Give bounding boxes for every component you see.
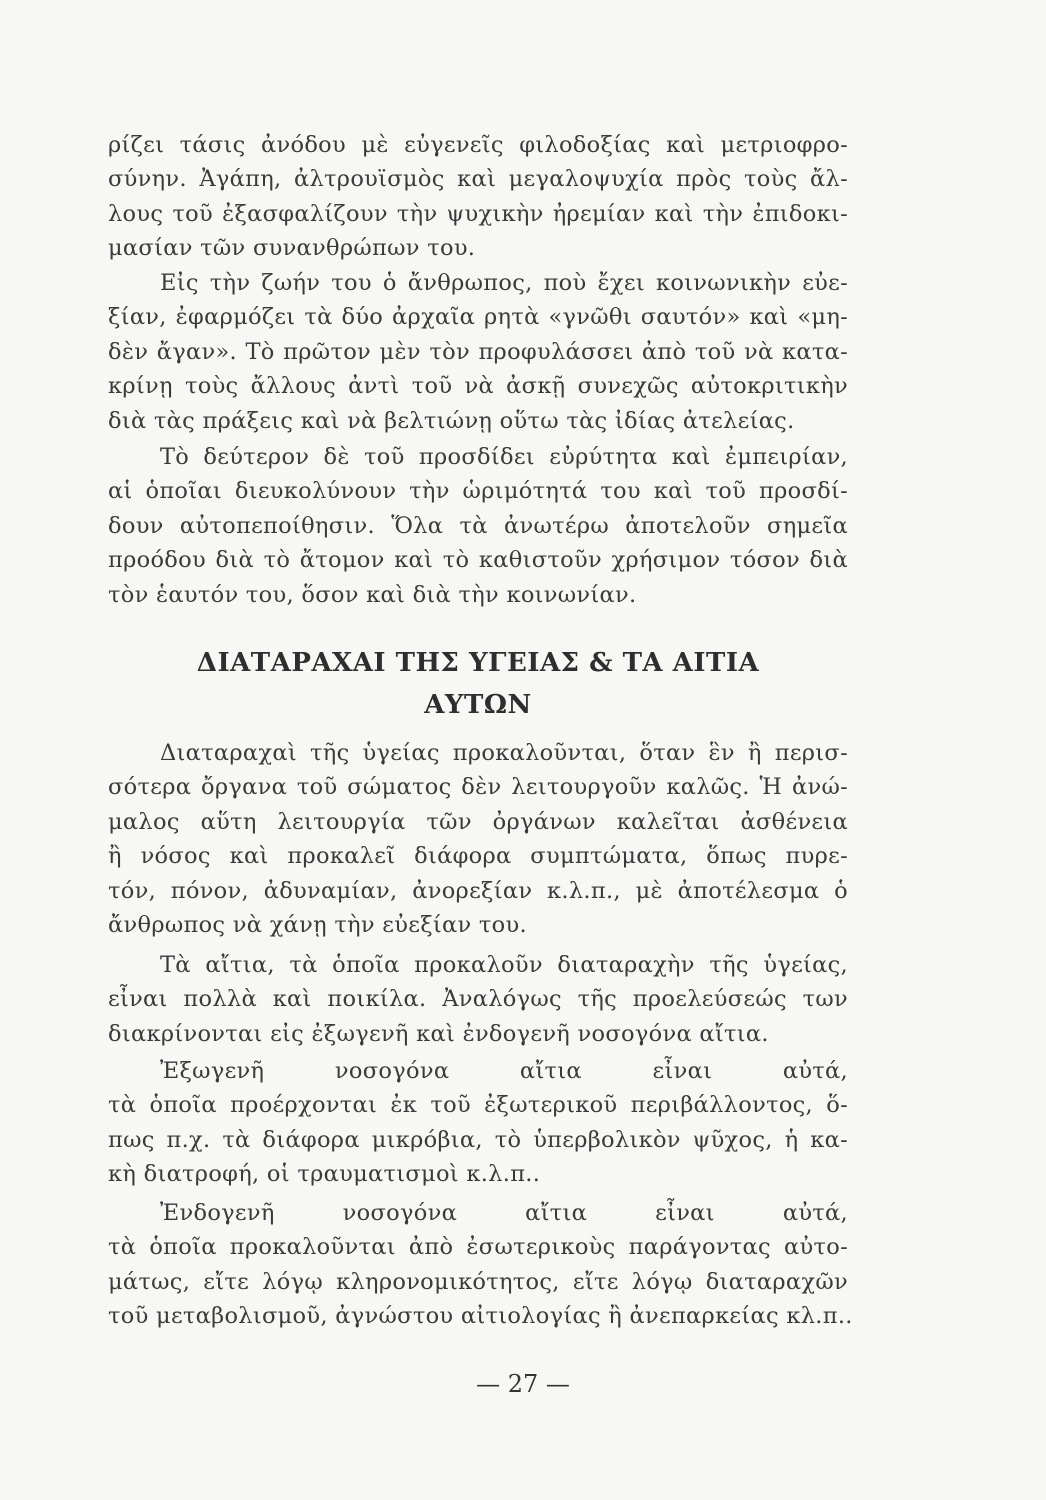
page-number: — 27 — [476, 1370, 570, 1398]
text-line: αἱ ὁποῖαι διευκολύνουν τὴν ὡριμότητά του καὶ τοῦ προσδί- [108, 478, 848, 505]
text-line: ἢ νόσος καὶ προκαλεῖ διάφορα συμπτώματα, ὅπως πυρε- [108, 843, 848, 870]
section-heading [108, 642, 848, 726]
text-line: Τὰ αἴτια, τὰ ὁποῖα προκαλοῦν διαταραχὴν τῆς ὑγείας, [160, 952, 848, 978]
text-line: λους τοῦ ἐξασφαλίζουν τὴν ψυχικὴν ἠρεμίαν καὶ τὴν ἐπιδοκι- [108, 200, 848, 227]
text-line: πως π.χ. τὰ διάφορα μικρόβια, τὸ ὑπερβολικὸν ψῦχος, ἡ κα- [108, 1126, 848, 1153]
text-line: τόν, πόνον, ἀδυναμίαν, ἀνορεξίαν κ.λ.π., μὲ ἀποτέλεσμα ὁ [108, 877, 848, 904]
paragraph-causes [108, 948, 848, 1051]
text-line: προόδου διὰ τὸ ἄτομον καὶ τὸ καθιστοῦν χρήσιμον τόσον διὰ [108, 547, 848, 574]
text-line: δουν αὐτοπεποίθησιν. Ὅλα τὰ ἀνωτέρω ἀποτελοῦν σημεῖα [108, 512, 848, 539]
text-line: μαλος αὕτη λειτουργία τῶν ὀργάνων καλεῖται ἀσθένεια [108, 808, 848, 835]
paragraph-exogenous-causes [108, 1054, 848, 1192]
text-line: δὲν ἄγαν». Τὸ πρῶτον μὲν τὸν προφυλάσσει ἀπὸ τοῦ νὰ κατα- [108, 338, 848, 365]
text-line: σύνην. Ἀγάπη, ἀλτρουϊσμὸς καὶ μεγαλοψυχία πρὸς τοὺς ἄλ- [108, 166, 848, 193]
text-line: μάτως, εἴτε λόγῳ κληρονομικότητος, εἴτε λόγῳ διαταραχῶν [108, 1268, 848, 1295]
text-line: ἄνθρωπος νὰ χάνῃ τὴν εὐεξίαν του. [108, 912, 527, 939]
text-line: Ἐξωγενῆ νοσογόνα αἴτια εἶναι αὐτά, [160, 1058, 848, 1084]
text-line: τὰ ὁποῖα προκαλοῦνται ἀπὸ ἐσωτερικοὺς παράγοντας αὐτο- [108, 1234, 848, 1261]
paragraph-continuation [108, 128, 848, 266]
text-line: μασίαν τῶν συνανθρώπων του. [108, 235, 476, 262]
text-line: διὰ τὰς πράξεις καὶ νὰ βελτιώνῃ οὕτω τὰς ἰδίας ἀτελείας. [108, 407, 795, 434]
section-heading-line2: ΑΥΤΩΝ [424, 690, 532, 720]
text-line: ξίαν, ἐφαρμόζει τὰ δύο ἀρχαῖα ρητὰ «γνῶθι σαυτόν» καὶ «μη- [108, 304, 848, 331]
text-line: σότερα ὄργανα τοῦ σώματος δὲν λειτουργοῦν καλῶς. Ἡ ἀνώ- [108, 774, 848, 801]
paragraph-endogenous-causes [108, 1196, 853, 1334]
text-line: εἶναι πολλὰ καὶ ποικίλα. Ἀναλόγως τῆς προελεύσεώς των [108, 986, 848, 1013]
text-line: κρίνῃ τοὺς ἄλλους ἀντὶ τοῦ νὰ ἀσκῇ συνεχῶς αὐτοκριτικὴν [108, 373, 848, 400]
text-line: ρίζει τάσις ἀνόδου μὲ εὐγενεῖς φιλοδοξίας καὶ μετριοφρο- [108, 132, 848, 158]
text-line: τὰ ὁποῖα προέρχονται ἐκ τοῦ ἐξωτερικοῦ περιβάλλοντος, ὅ- [108, 1092, 848, 1119]
section-heading-line1: ΔΙΑΤΑΡΑΧΑΙ ΤΗΣ ΥΓΕΙΑΣ & ΤΑ ΑΙΤΙΑ [196, 648, 760, 678]
text-line: τὸν ἑαυτόν του, ὅσον καὶ διὰ τὴν κοινωνίαν. [108, 581, 637, 608]
text-line: διακρίνονται εἰς ἐξωγενῆ καὶ ἐνδογενῆ νοσογόνα αἴτια. [108, 1020, 769, 1047]
text-line: Εἰς τὴν ζωήν του ὁ ἄνθρωπος, ποὺ ἔχει κοινωνικὴν εὐε- [160, 270, 848, 296]
text-line: Τὸ δεύτερον δὲ τοῦ προσδίδει εὐρύτητα καὶ ἐμπειρίαν, [160, 444, 848, 470]
paragraph-second-maxim [108, 440, 848, 612]
text-line: Ἐνδογενῆ νοσογόνα αἴτια εἶναι αὐτά, [160, 1200, 848, 1226]
text-line: Διαταραχαὶ τῆς ὑγείας προκαλοῦνται, ὅταν ἓν ἢ περισ- [160, 740, 848, 766]
text-line: τοῦ μεταβολισμοῦ, ἀγνώστου αἰτιολογίας ἢ ἀνεπαρκείας κλ.π.. [108, 1303, 853, 1330]
paragraph-know-thyself [108, 266, 848, 438]
paragraph-health-disorders [108, 736, 848, 942]
text-line: κὴ διατροφή, οἱ τραυματισμοὶ κ.λ.π.. [108, 1161, 541, 1188]
